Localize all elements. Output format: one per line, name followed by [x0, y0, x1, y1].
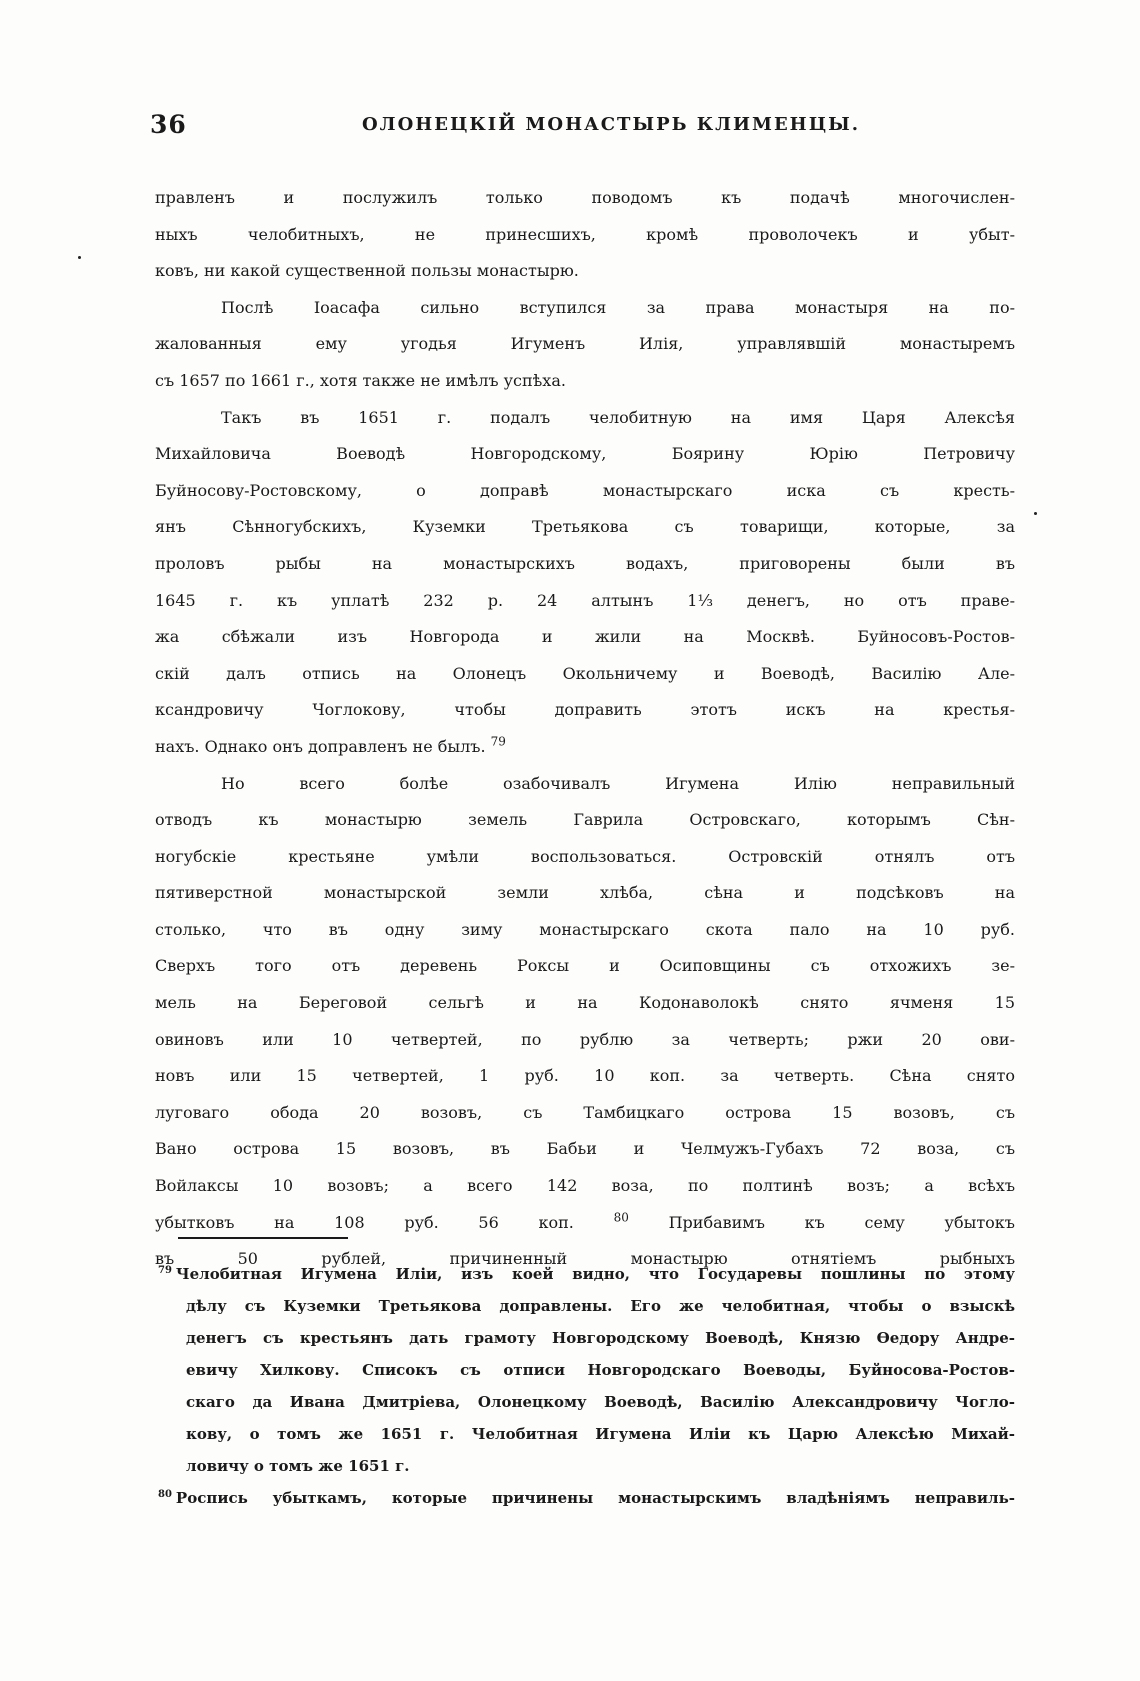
body-line: 1645 г. къ уплатѣ 232 р. 24 алтынъ 1⅓ денегъ, но отъ праве- — [155, 590, 1015, 610]
body-line-text: нахъ. Однако онъ доправленъ не былъ. — [155, 736, 486, 756]
print-speck — [78, 256, 81, 259]
body-line: жа сбѣжали изъ Новгорода и жили на Москвѣ. Буйносовъ-Ростов- — [155, 627, 1015, 647]
footnote-ref-79[interactable]: 79 — [490, 734, 506, 749]
body-line: Послѣ Іоасафа сильно вступился за права монастыря на по- — [221, 297, 1015, 317]
print-speck — [1034, 512, 1037, 515]
running-title: ОЛОНЕЦКІЙ МОНАСТЫРЬ КЛИМЕНЦЫ. — [362, 114, 860, 135]
page-number: 36 — [150, 110, 187, 139]
body-line: ксандровичу Чоглокову, чтобы доправить этотъ искъ на крестья- — [155, 700, 1015, 720]
body-line: луговаго обода 20 возовъ, съ Тамбицкаго острова 15 возовъ, съ — [155, 1102, 1015, 1122]
body-line: пятиверстной монастырской земли хлѣба, сѣна и подсѣковъ на — [155, 883, 1015, 903]
body-line: правленъ и послужилъ только поводомъ къ подачѣ многочислен- — [155, 188, 1015, 207]
body-line — [155, 1205, 1015, 1242]
body-line: съ 1657 по 1661 г., хотя также не имѣлъ успѣха. — [155, 370, 566, 390]
footnote-79-line: дѣлу съ Куземки Третьякова доправлены. Его же челобитная, чтобы о взыскѣ — [186, 1297, 1015, 1315]
footnotes — [158, 1258, 1015, 1514]
body-line: Но всего болѣе озабочивалъ Игумена Илію неправильный — [221, 773, 1015, 793]
body-line: скій далъ отпись на Олонецъ Окольничему и Воеводѣ, Василію Але- — [155, 663, 1015, 683]
body-line: Сверхъ того отъ деревень Роксы и Осиповщины съ отхожихъ зе- — [155, 956, 1015, 976]
body-line: проловъ рыбы на монастырскихъ водахъ, приговорены были въ — [155, 553, 1015, 573]
body-line-text-after: Прибавимъ къ сему убытокъ — [628, 1212, 1015, 1232]
page-header — [150, 110, 1020, 146]
body-line: янъ Сѣнногубскихъ, Куземки Третьякова съ товарищи, которые, за — [155, 517, 1015, 537]
footnote-text: Роспись убыткамъ, которые причинены монастырскимъ владѣніямъ неправиль- — [175, 1489, 1015, 1507]
body-line-text: убытковъ на 108 руб. 56 коп. — [155, 1212, 574, 1232]
body-line: столько, что въ одну зиму монастырскаго скота пало на 10 руб. — [155, 919, 1015, 939]
body-line: Такъ въ 1651 г. подалъ челобитную на имя Царя Алексѣя — [221, 407, 1015, 427]
body-line: ногубскіе крестьяне умѣли воспользоваться. Островскій отнялъ отъ — [155, 846, 1015, 866]
body-line: въ 50 рублей, причиненный монастырю отнятіемъ рыбныхъ — [155, 1249, 1015, 1269]
footnote-79-line: денегъ съ крестьянъ дать грамоту Новгородскому Воеводѣ, Князю Өедору Андре- — [186, 1329, 1015, 1347]
footnote-79-line: ловичу о томъ же 1651 г. — [186, 1457, 410, 1475]
body-line: овиновъ или 10 четвертей, по рублю за четверть; ржи 20 ови- — [155, 1029, 1015, 1049]
body-line — [155, 729, 1015, 766]
footnote-79-line: евичу Хилкову. Списокъ съ отписи Новгородскаго Воеводы, Буйносова-Ростов- — [186, 1361, 1015, 1379]
footnote-80-line — [158, 1482, 1015, 1514]
body-line: отводъ къ монастырю земель Гаврила Островскаго, которымъ Сѣн- — [155, 810, 1015, 830]
body-line: Буйносову-Ростовскому, о доправѣ монастырскаго иска съ кресть- — [155, 480, 1015, 500]
footnote-ref-80[interactable]: 80 — [613, 1210, 629, 1225]
footnote-mark-80: 80 — [158, 1489, 172, 1500]
body-line: Михайловича Воеводѣ Новгородскому, Боярину Юрію Петровичу — [155, 444, 1015, 464]
body-line: ныхъ челобитныхъ, не принесшихъ, кромѣ проволочекъ и убыт- — [155, 224, 1015, 244]
body-line: жалованныя ему угодья Игуменъ Илія, управлявшій монастыремъ — [155, 334, 1015, 354]
footnote-79-line: скаго да Ивана Дмитріева, Олонецкому Воеводѣ, Василію Александровичу Чогло- — [186, 1393, 1015, 1411]
body-line: новъ или 15 четвертей, 1 руб. 10 коп. за четверть. Сѣна снято — [155, 1066, 1015, 1086]
footnote-79-line — [158, 1258, 1015, 1290]
footnote-mark-79: 79 — [158, 1265, 172, 1276]
body-line: Войлаксы 10 возовъ; а всего 142 воза, по полтинѣ возъ; а всѣхъ — [155, 1176, 1015, 1196]
body-line: мель на Береговой сельгѣ и на Кодонаволокѣ снято ячменя 15 — [155, 993, 1015, 1013]
footnote-text: Челобитная Игумена Иліи, изъ коей видно, что Государевы пошлины по этому — [175, 1265, 1015, 1283]
body-text — [155, 180, 1015, 1278]
footnote-separator — [178, 1237, 348, 1239]
footnote-79-line: кову, о томъ же 1651 г. Челобитная Игумена Иліи къ Царю Алексѣю Михай- — [186, 1425, 1015, 1443]
body-line: Вано острова 15 возовъ, въ Бабьи и Челмужъ-Губахъ 72 воза, съ — [155, 1139, 1015, 1159]
body-line: ковъ, ни какой существенной пользы монастырю. — [155, 261, 579, 281]
